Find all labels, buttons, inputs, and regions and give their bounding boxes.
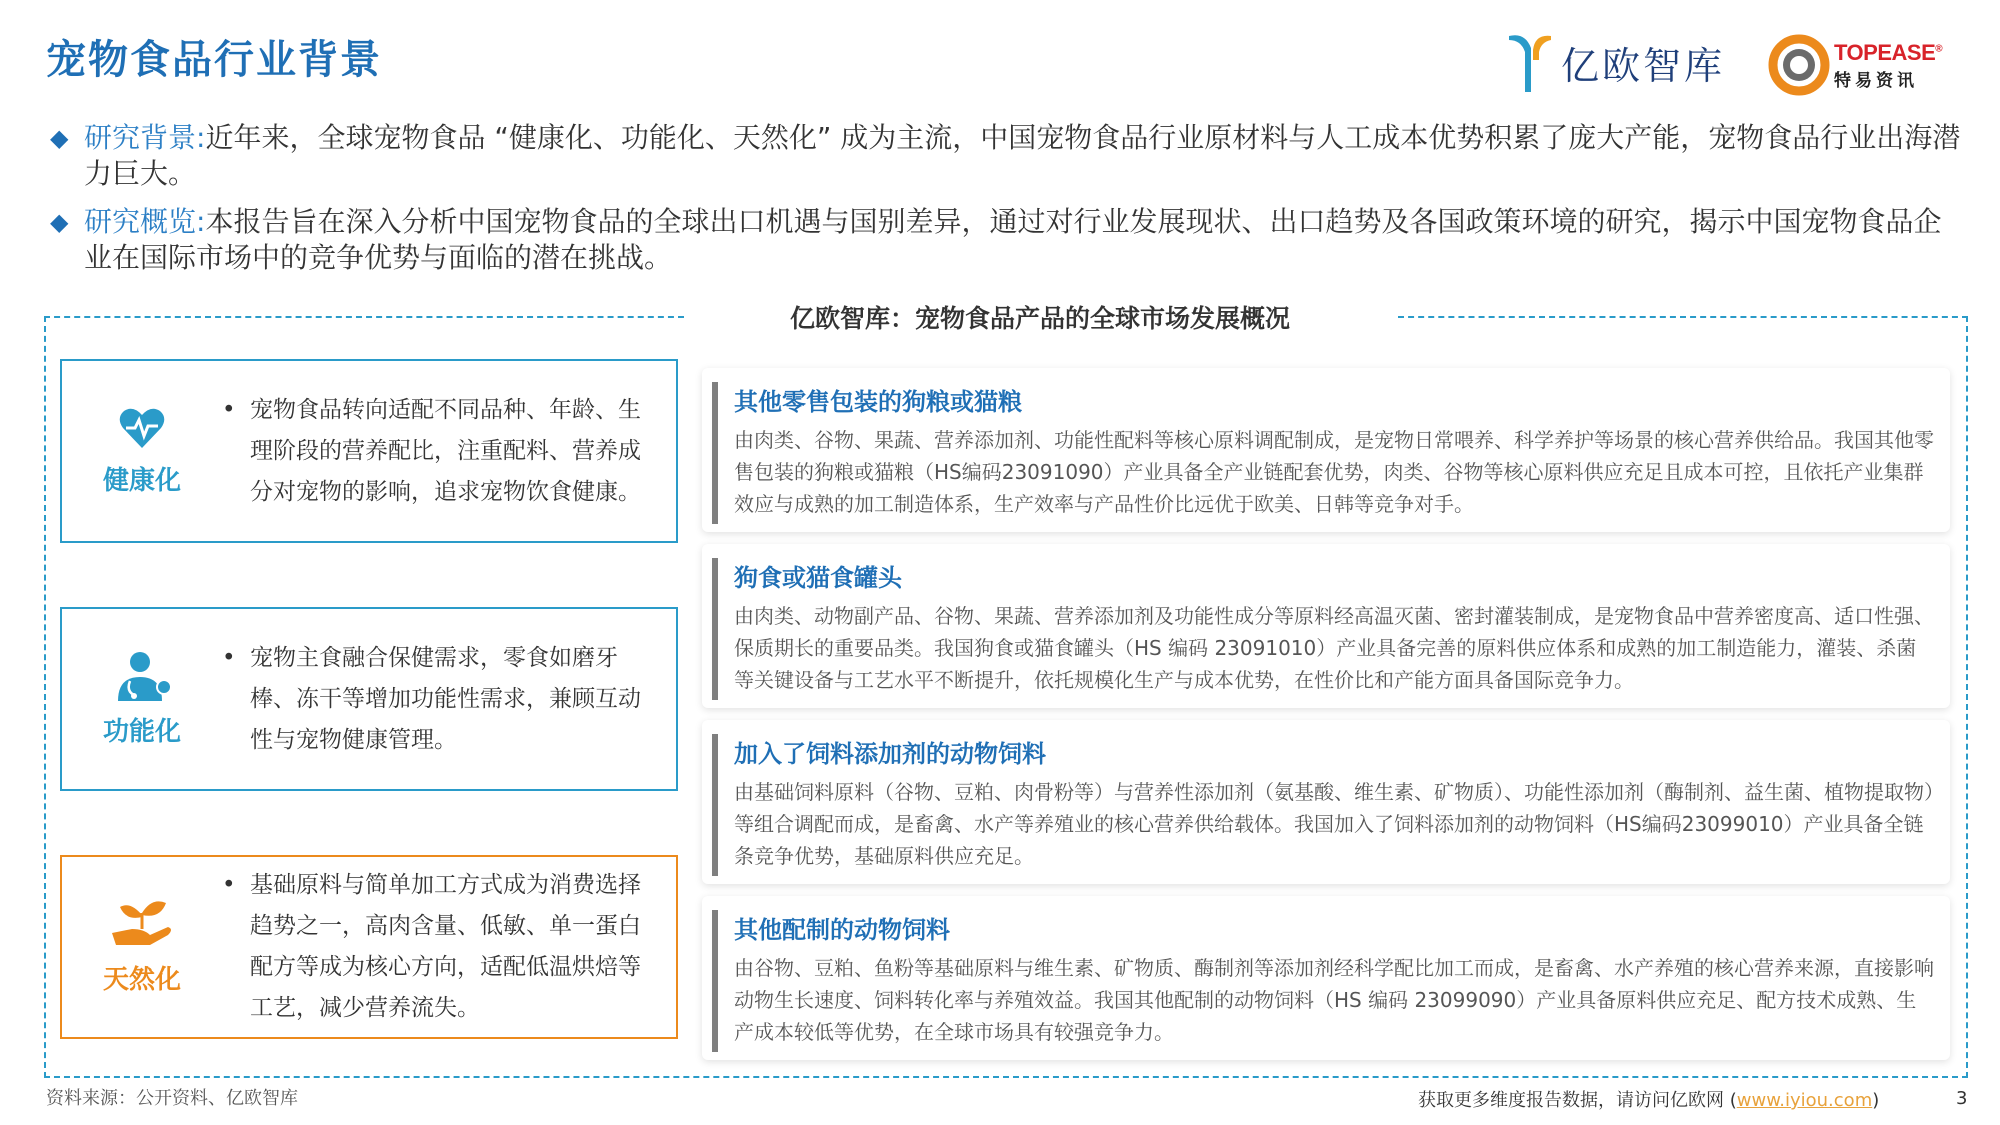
trend-label: 健康化 [102, 465, 181, 496]
product-title: 加入了饲料添加剂的动物饲料 [734, 740, 1046, 768]
product-title: 其他配制的动物饲料 [734, 916, 950, 944]
yiou-logo-mark-icon [1505, 30, 1555, 94]
product-card [702, 720, 1950, 884]
panel-frame-top-left [44, 316, 684, 318]
intro-research-background [46, 120, 1966, 192]
card-accent-bar [712, 910, 718, 1052]
product-title: 其他零售包装的狗粮或猫粮 [734, 388, 1022, 416]
iyiou-link[interactable]: www.iyiou.com [1736, 1090, 1873, 1111]
product-card [702, 896, 1950, 1060]
product-description: 由基础饲料原料（谷物、豆粕、肉骨粉等）与营养性添加剂（氨基酸、维生素、矿物质）、功能性添加剂（酶制剂、益生菌、植物提取物）等组合调配而成，是畜禽、水产等养殖业的核心营养供给载体。我国加入了饲料添加剂的动物饲料（HS编码23099010）产业具备全链条竞争优势，基础原料供应充足。 [734, 780, 1934, 868]
card-accent-bar [712, 734, 718, 876]
panel-title: 亿欧智库：宠物食品产品的全球市场发展概况 [789, 304, 1290, 333]
yiou-logo-text: 亿欧智库 [1561, 43, 1726, 88]
page-number: 3 [1956, 1088, 1968, 1109]
product-description: 由肉类、动物副产品、谷物、果蔬、营养添加剂及功能性成分等原料经高温灭菌、密封灌装制成，是宠物食品中营养密度高、适口性强、保质期长的重要品类。我国狗食或猫食罐头（HS 编码 23091010）产业具备完善的原料供应体系和成熟的加工制造能力，灌装、杀菌等关键设备与工艺水平不断提升，依托规模化生产与成本优势，在性价比和产能方面具备国际竞争力。 [734, 604, 1934, 692]
page-title: 宠物食品行业背景 [46, 37, 382, 83]
panel-frame-top-right [1398, 316, 1968, 318]
trend-card-natural [60, 855, 678, 1039]
card-accent-bar [712, 382, 718, 524]
heart-pulse-icon [118, 406, 166, 450]
data-source-note: 资料来源：公开资料、亿欧智库 [46, 1088, 298, 1109]
sprout-hand-icon [110, 899, 174, 949]
trend-label: 天然化 [102, 964, 181, 995]
intro-research-overview [46, 204, 1966, 276]
product-description: 由谷物、豆粕、鱼粉等基础原料与维生素、矿物质、酶制剂等添加剂经科学配比加工而成，是畜禽、水产养殖的核心营养来源，直接影响动物生长速度、饲料转化率与养殖效益。我国其他配制的动物饲料（HS 编码 23099090）产业具备原料供应充足、配方技术成熟、生产成本较低等优势，在全球市场具有较强竞争力。 [734, 956, 1934, 1044]
bullet-dot: • [222, 872, 236, 898]
intro-text: 近年来，全球宠物食品 “健康化、功能化、天然化” 成为主流，中国宠物食品行业原材料与人工成本优势积累了庞大产能，宠物食品行业出海潜力巨大。 [84, 121, 1961, 190]
card-accent-bar [712, 558, 718, 700]
trend-description: • 宠物主食融合保健需求，零食如磨牙棒、冻干等增加功能性需求，兼顾互动性与宠物健康管理。 [222, 638, 676, 761]
intro-label: 研究概览: [84, 205, 206, 238]
product-card [702, 368, 1950, 532]
intro-text: 本报告旨在深入分析中国宠物食品的全球出口机遇与国别差异，通过对行业发展现状、出口趋势及各国政策环境的研究，揭示中国宠物食品企业在国际市场中的竞争优势与面临的潜在挑战。 [84, 205, 1942, 274]
footer-visit-note: 获取更多维度报告数据，请访问亿欧网 (www.iyiou.com) [1418, 1090, 1880, 1111]
topease-ring-icon [1768, 34, 1830, 96]
trend-description: • 基础原料与简单加工方式成为消费选择趋势之一，高肉含量、低敏、单一蛋白配方等成为核心方向，适配低温烘焙等工艺，减少营养流失。 [222, 865, 676, 1029]
trend-card-health [60, 359, 678, 543]
product-card [702, 544, 1950, 708]
vet-doctor-icon [112, 651, 172, 701]
bullet-dot: • [222, 396, 236, 423]
trend-card-function [60, 607, 678, 791]
bullet-dot: • [222, 644, 236, 671]
trend-label: 功能化 [102, 716, 181, 747]
diamond-bullet-icon: ◆ [50, 208, 69, 236]
intro-label: 研究背景: [84, 121, 206, 154]
yiou-logo [1505, 30, 1725, 94]
topease-logo [1768, 30, 1942, 100]
topease-logo-cn: 特易资讯 [1834, 70, 1918, 91]
trend-description: • 宠物食品转向适配不同品种、年龄、生理阶段的营养配比，注重配料、营养成分对宠物的影响，追求宠物饮食健康。 [222, 390, 676, 513]
product-description: 由肉类、谷物、果蔬、营养添加剂、功能性配料等核心原料调配制成，是宠物日常喂养、科学养护等场景的核心营养供给品。我国其他零售包装的狗粮或猫粮（HS编码23091090）产业具备全产业链配套优势，肉类、谷物等核心原料供应充足且成本可控，且依托产业集群效应与成熟的加工制造体系，生产效率与产品性价比远优于欧美、日韩等竞争对手。 [734, 428, 1934, 516]
diamond-bullet-icon: ◆ [50, 124, 69, 152]
topease-logo-en: TOPEASE® [1834, 39, 1943, 65]
product-title: 狗食或猫食罐头 [734, 564, 902, 592]
